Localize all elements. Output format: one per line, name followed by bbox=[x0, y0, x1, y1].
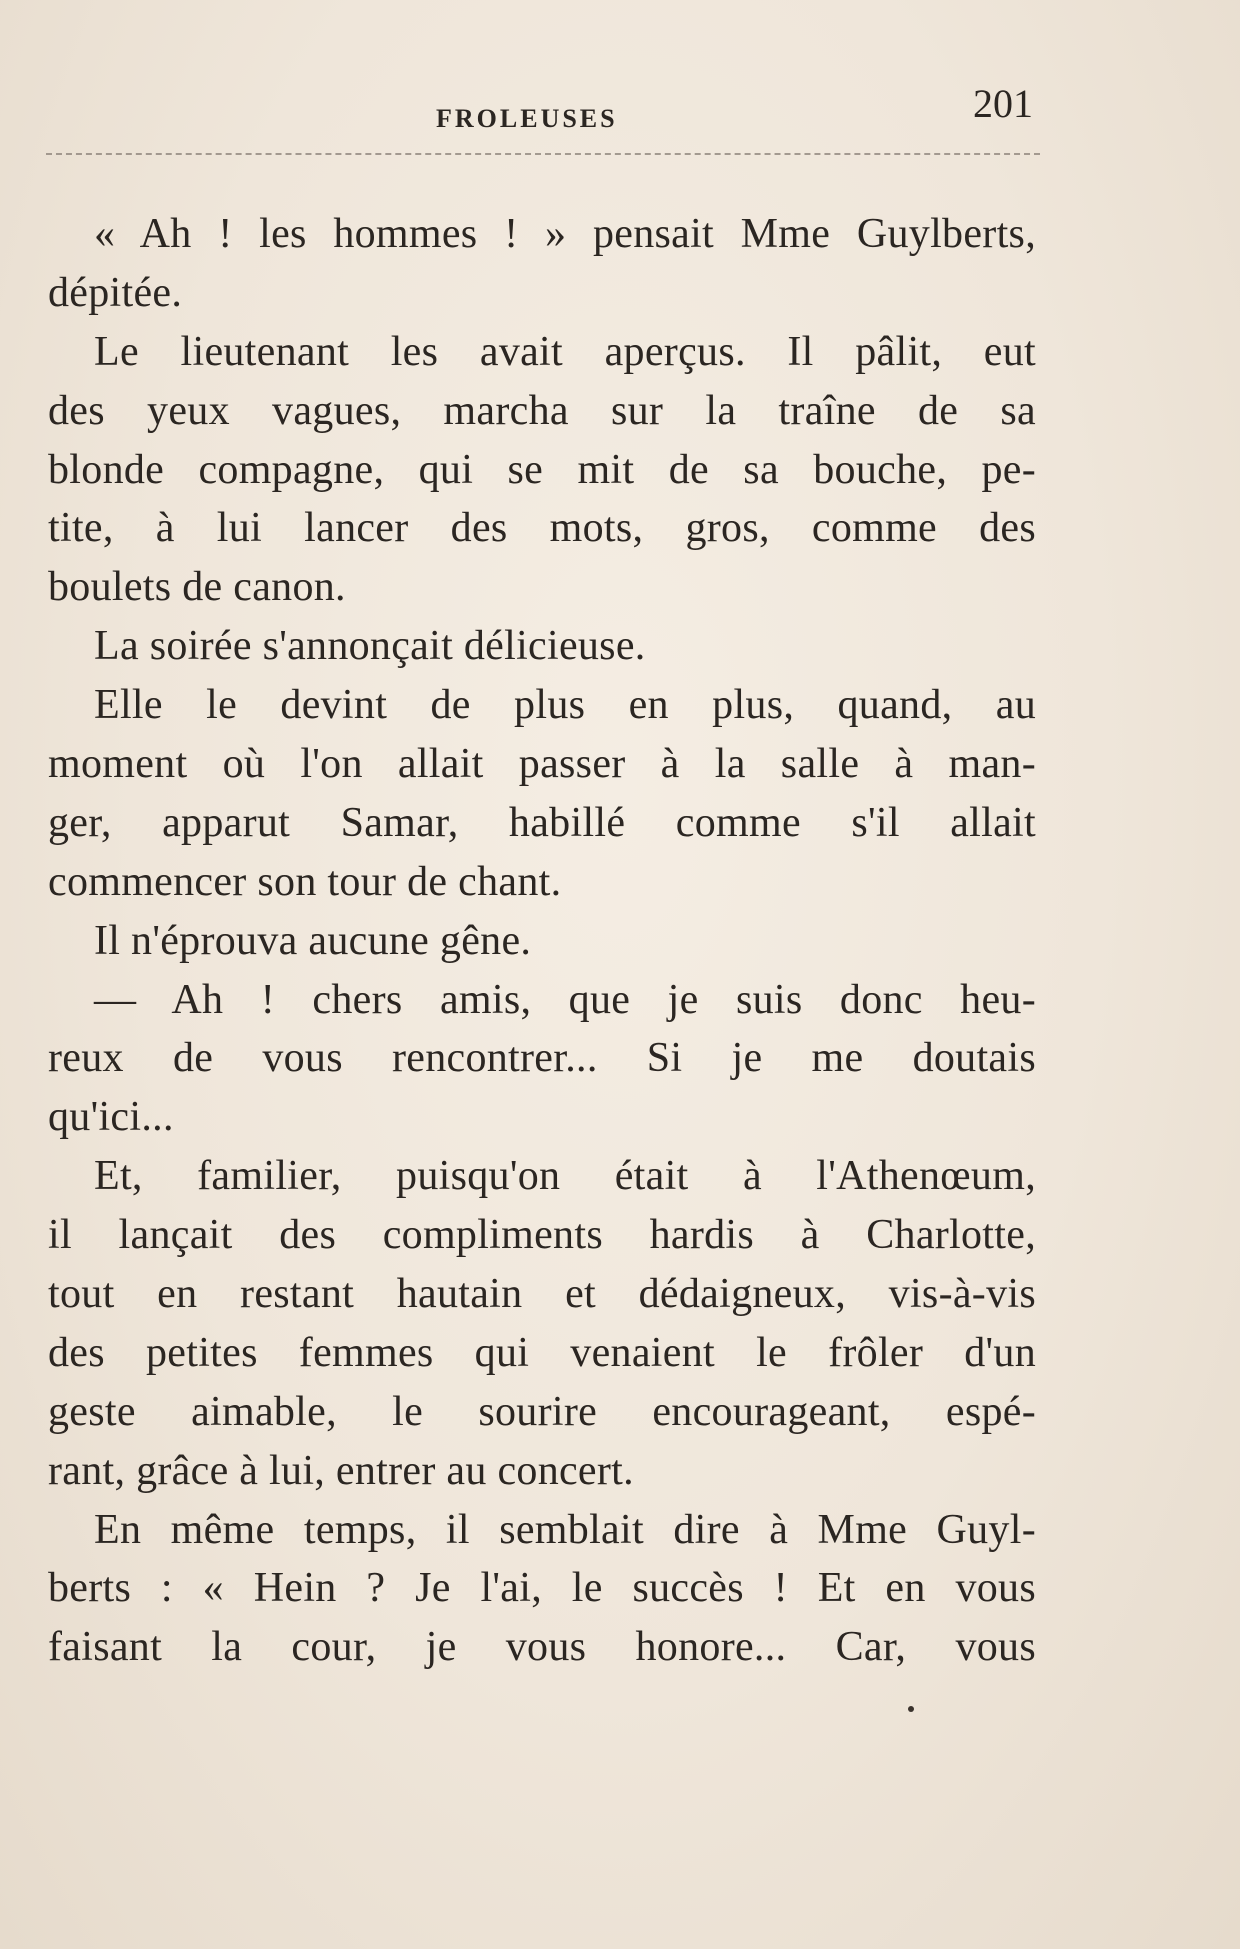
text-line: qu'ici... bbox=[48, 1094, 174, 1141]
text-line: berts : « Hein ? Je l'ai, le succès ! Et en vous bbox=[48, 1565, 1036, 1612]
text-line: des petites femmes qui venaient le frôler d'un bbox=[48, 1329, 1036, 1376]
text-line: tite, à lui lancer des mots, gros, comme des bbox=[48, 505, 1036, 552]
text-line: des yeux vagues, marcha sur la traîne de sa bbox=[48, 387, 1036, 434]
page-number: 201 bbox=[973, 81, 1033, 126]
text-line: boulets de canon. bbox=[48, 564, 346, 611]
text-line: tout en restant hautain et dédaigneux, vis-à-vis bbox=[48, 1271, 1036, 1318]
text-line: reux de vous rencontrer... Si je me doutais bbox=[48, 1035, 1036, 1082]
text-line: Et, familier, puisqu'on était à l'Athenœum, bbox=[94, 1153, 1036, 1200]
text-line: dépitée. bbox=[48, 269, 183, 316]
text-line: moment où l'on allait passer à la salle à man- bbox=[48, 741, 1036, 788]
text-line: faisant la cour, je vous honore... Car, vous bbox=[48, 1624, 1036, 1671]
text-line: Il n'éprouva aucune gêne. bbox=[94, 917, 532, 964]
text-line: rant, grâce à lui, entrer au concert. bbox=[48, 1447, 634, 1494]
text-line: Elle le devint de plus en plus, quand, au bbox=[94, 682, 1036, 729]
running-title: FROLEUSES bbox=[436, 104, 618, 133]
header-rule bbox=[46, 153, 1040, 155]
text-line: Le lieutenant les avait aperçus. Il pâlit, eut bbox=[94, 328, 1036, 375]
text-line: il lançait des compliments hardis à Charlotte, bbox=[48, 1212, 1036, 1259]
text-line: ger, apparut Samar, habillé comme s'il allait bbox=[48, 799, 1036, 846]
text-line: blonde compagne, qui se mit de sa bouche, pe- bbox=[48, 446, 1036, 493]
text-line: commencer son tour de chant. bbox=[48, 858, 562, 905]
text-line: — Ah ! chers amis, que je suis donc heu- bbox=[94, 976, 1036, 1023]
body-text bbox=[48, 205, 1036, 1677]
text-line: geste aimable, le sourire encourageant, espé- bbox=[48, 1388, 1036, 1435]
text-line: « Ah ! les hommes ! » pensait Mme Guylberts, bbox=[94, 211, 1036, 257]
text-line: En même temps, il semblait dire à Mme Guyl- bbox=[94, 1506, 1036, 1553]
ink-speck bbox=[908, 1706, 914, 1712]
text-line: La soirée s'annonçait délicieuse. bbox=[94, 623, 646, 670]
